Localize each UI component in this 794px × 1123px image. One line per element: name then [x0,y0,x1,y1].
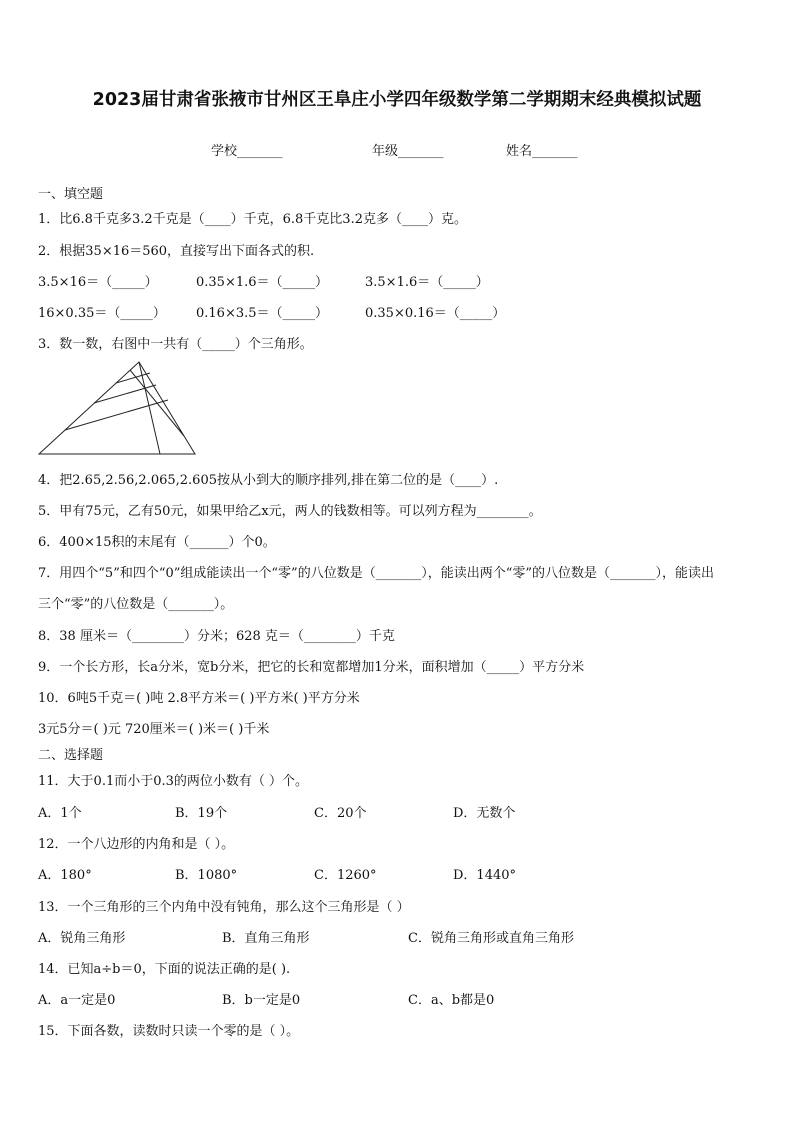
q2-item: 16×0.35＝（_____） [38,306,166,321]
q2-item: 0.35×1.6＝（_____） [196,275,329,290]
grade-field: 年级_______ [372,144,444,159]
section-choice-heading: 二、选择题 [38,748,104,763]
q2-item: 3.5×1.6＝（_____） [365,275,489,290]
q14-option: C．a、b都是0 [408,993,495,1008]
question-10-continued: 3元5分＝( )元 720厘米＝( )米＝( )千米 [38,722,270,737]
triangle-figure [38,360,198,456]
question-4: 4．把2.65,2.56,2.065,2.605按从小到大的顺序排列,排在第二位的是（____）. [38,473,499,488]
inner-segment [65,400,168,430]
question-2: 2．根据35×16＝560，直接写出下面各式的积. [38,244,315,259]
question-10: 10．6吨5千克＝( )吨 2.8平方米＝( )平方米( )平方分米 [38,691,360,706]
question-3: 3．数一数，右图中一共有（_____）个三角形。 [38,337,313,352]
question-1: 1．比6.8千克多3.2千克是（____）千克，6.8千克比3.2克多（____）克。 [38,212,467,227]
q11-option: B．19个 [175,806,228,821]
q12-option: D．1440° [453,868,517,883]
question-5: 5．甲有75元，乙有50元，如果甲给乙x元，两人的钱数相等。可以列方程为________。 [38,504,542,519]
q13-option: A．锐角三角形 [38,931,126,946]
question-9: 9．一个长方形，长a分米，宽b分米，把它的长和宽都增加1分米，面积增加（_____）平方分米 [38,660,585,675]
q11-option: A．1个 [38,806,82,821]
question-6: 6．400×15积的末尾有（______）个0。 [38,535,276,550]
question-13: 13．一个三角形的三个内角中没有钝角，那么这个三角形是（ ） [38,900,410,915]
q2-item: 0.35×0.16＝（_____） [365,306,506,321]
q11-option: D．无数个 [453,806,516,821]
section-fill-heading: 一、填空题 [38,187,104,202]
name-field: 姓名_______ [506,144,578,159]
q2-item: 0.16×3.5＝（_____） [196,306,329,321]
question-7-continued: 三个“零”的八位数是（_______）。 [38,597,234,612]
question-8: 8．38 厘米＝（________）分米；628 克＝（________）千克 [38,629,395,644]
school-field: 学校_______ [211,144,283,159]
q11-option: C．20个 [314,806,367,821]
q13-option: B．直角三角形 [222,931,310,946]
question-15: 15．下面各数，读数时只读一个零的是（ ）。 [38,1024,300,1039]
q14-option: A．a一定是0 [38,993,116,1008]
q12-option: A．180° [38,868,92,883]
question-14: 14．已知a÷b＝0，下面的说法正确的是( ). [38,962,291,977]
q13-option: C．锐角三角形或直角三角形 [408,931,574,946]
question-7: 7．用四个“5”和四个“0”组成能读出一个“零”的八位数是（_______），能读出两个“零”的八位数是（_______），能读出 [38,566,714,581]
q12-option: B．1080° [175,868,238,883]
question-12: 12．一个八边形的内角和是（ ）。 [38,837,235,852]
question-11: 11．大于0.1而小于0.3的两位小数有（ ）个。 [38,774,309,789]
page-title: 2023届甘肃省张掖市甘州区王阜庄小学四年级数学第二学期期末经典模拟试题 [92,90,702,110]
outer-triangle [39,362,195,454]
q2-item: 3.5×16＝（_____） [38,275,158,290]
q12-option: C．1260° [314,868,377,883]
inner-segment [130,370,184,436]
q14-option: B．b一定是0 [222,993,301,1008]
